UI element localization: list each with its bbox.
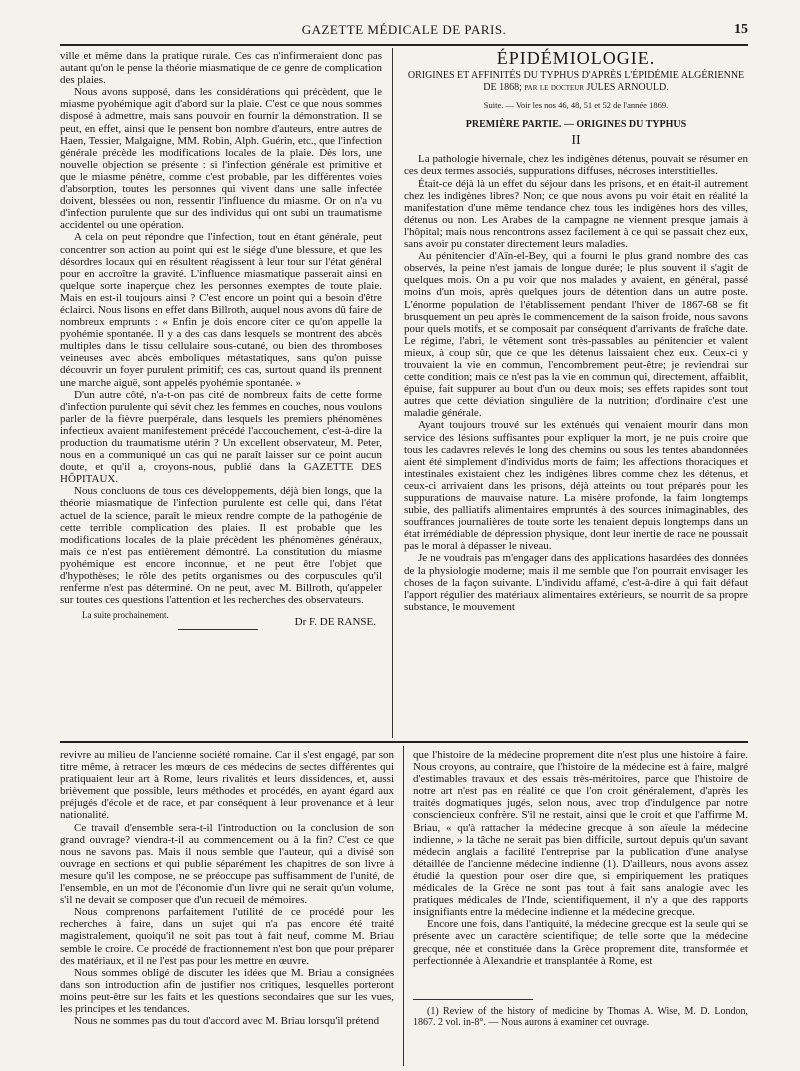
paragraph: Ce travail d'ensemble sera-t-il l'introduction ou la conclusion de son grand ouvrage? viendra-t-il au commencement ou à la fin? C'est ce que nous ne savons pas. Mais il nous semble que l'auteur, qui a divisé son ouvrage en sections et qui publie séparément les chapitres de son livre à mesure qu'il les compose, ne se préoccupe pas suffisamment de l'unité, de l'ensemble, en un mot de l'économie d'un livre qui ne serait qu'un volume, s'il ne devait se composer que d'un recueil de mémoires. [60,821,394,907]
page-header [60,22,748,42]
paragraph: Je ne voudrais pas m'engager dans des applications hasardées des données de la physiologie moderne; mais il me semble que l'on pourrait envisager les choses de la façon suivante. L'individu affamé, c'est-à-dire à qui fait défaut l'apport régulier des matériaux alimentaires extérieurs, se nourrit de sa propre substance, le mouvement [404,552,748,613]
paragraph: Au pénitencier d'Aïn-el-Bey, qui a fourni le plus grand nombre des cas observés, la peine n'est jamais de longue durée; le plus souvent il s'agit de quelques mois. On a pu voir que nos malades y avaient, en général, passé moins d'un mois, après quelques jours de détention dans un autre poste. L'énorme population de l'établissement pendant l'hiver de 1867-68 se fit brusquement un peu après le commencement de la saison froide, nous savons pour quels motifs, et se composait par conséquent d'arrivants de fraîche date. Le régime, l'abri, le vêtement sont très-passables au pénitencier et valent mieux, à coup sûr, que ce que les détenus laissaient chez eux. Ceux-ci y trouvaient la vie en commun, l'encombrement peut-être; je reviendrai sur cette condition; mais ce n'est pas la vie en commun qui, directement, affaiblit, épuise, fait suppurer au bout d'un ou deux mois; ses effets rapides sont tout autres que cette déviation singulière de la nutrition; d'ordinaire c'est une maladie générale. [404,250,748,420]
footnote: (1) Review of the history of medicine by Thomas A. Wise, M. D. London, 1867. 2 vol. in-8°. — Nous aurons à examiner cet ouvrage. [413,1005,748,1028]
left-column [60,50,382,635]
part-title: PREMIÈRE PARTIE. — ORIGINES DU TYPHUS [465,119,687,131]
section-rule [60,741,748,743]
paragraph: Était-ce déjà là un effet du séjour dans les prisons, et en était-il autrement chez les indigènes libres? Non; ce que nous avons pu voir était en réalité la manifestation d'une même tendance chez tous les indigènes hors des villes, détenus ou non. Les Arabes de la campagne ne viennent presque jamais à l'hôpital; mais nous rencontrons assez facilement à ce qui se passait chez eux, sans avoir pu constater directement leurs maladies. [404,177,748,251]
section-title: ÉPIDÉMIOLOGIE. [496,48,656,68]
right-column [404,50,748,613]
paragraph: ville et même dans la pratique rurale. Ces cas n'infirmeraient donc pas autant qu'on le pense la théorie miasmatique de ce genre de complication des plaies. [60,50,382,87]
paragraph: A cela on peut répondre que l'infection, tout en étant générale, peut concentrer son action au point qui est le siége d'une blessure, et que les désordres locaux qui en résultent réagissent à leur tour sur l'état général pour en accroître la gravité. L'influence miasmatique passerait ainsi en quelque sorte inaperçue chez les personnes exemptes de toute plaie. Mais en est-il toujours ainsi ? C'est encore un point qui a besoin d'être éclairci. Nous lisons en effet dans Billroth, auquel nous avons dû faire de nombreux emprunts : « Enfin je dois encore citer ce qu'on appelle la pyohémie spontanée. Il y a des cas dans lesquels se montrent des abcès multiples dans le tissu cellulaire sous-cutané, ou bien des thromboses veineuses avec abcès emboliques métastatiques, sans qu'on puisse découvrir un foyer purulent primitif; ces cas, surtout quand ils prennent une marche aiguë, sont appelés pyohémie spontanée. » [60,231,382,389]
paragraph: revivre au milieu de l'ancienne société romaine. Car il s'est engagé, par son titre même, à retracer les mœurs de ces médecins de sectes différentes qui pratiquaient leur art à Rome, leurs rivalités et leurs dissidences, et, aussi brièvement que possible, leurs méthodes et procédés, en ayant égard aux préjugés d'école et de race, et par conséquent à leur provenance et à leur nationalité. [60,749,394,822]
paragraph: Nous concluons de tous ces développements, déjà bien longs, que la théorie miasmatique de l'infection purulente est celle qui, dans l'état actuel de la science, paraît le mieux rendre compte de la pathogénie de cette terrible complication des plaies. Il est probable que les modifications locales de la plaie précèdent les phénomènes généraux, mais ce n'est pas entièrement démontré. La constitution du miasme pyohémique est encore inconnue, et ne peut être l'objet que d'hypothèses; le rôle des petits organismes ou des corpuscules qu'il renferme n'est pas déterminé. On ne peut, avec M. Billroth, qu'appeler sur toutes ces questions l'attention et les recherches des observateurs. [60,485,382,607]
bottom-left-column [60,749,394,1027]
journal-title: GAZETTE MÉDICALE DE PARIS. [301,22,507,37]
column-divider-top [392,48,393,738]
author-signature: Dr F. DE RANSE. [294,616,376,629]
paragraph: Nous ne sommes pas du tout d'accord avec M. Briau lorsqu'il prétend [74,1015,380,1028]
page-number: 15 [734,22,748,37]
paragraph: Nous avons supposé, dans les considérations qui précèdent, que le miasme pyohémique agit d'abord sur la plaie. C'est ce que nous sommes disposé à admettre, mais sans pouvoir en fournir la démonstration. Il se peut, en effet, ainsi que le pensent bon nombre d'auteurs, entre autres de Haen, Tessier, Malgaigne, MM. Robin, Alph. Guérin, etc., que l'infection générale précède les modifications locales de la plaie. Dès lors, une nouvelle objection se présente : si l'infection générale est primitive et que le miasme pénètre, comme c'est probable, par les différentes voies d'absorption, toutes les personnes qui vivent dans une salle infectée doivent, blessées ou non, ressentir l'influence du miasme. Or on n'a vu d'infection purulente que sur des individus qui ont subi un traumatisme accidentel ou une opération. [60,86,382,232]
column-divider-bottom [403,746,404,1066]
paragraph: Nous sommes obligé de discuter les idées que M. Briau a consignées dans son introduction afin de justifier nos critiques, lesquelles porteront moins peut-être sur les faits et les questions secondaires que sur les vues, les principes et les tendances. [60,966,394,1015]
paragraph: Ayant toujours trouvé sur les exténués qui venaient mourir dans mon service des lésions suffisantes pour expliquer la mort, je ne puis croire que tous les cadavres relevés le long des chemins ou sous les tentes abandonnées aient été simplement d'individus morts de faim; les affections thoraciques et intestinales existaient chez les indigènes libres comme chez les détenus, et ceux-ci arrivaient dans les prisons, déjà atteints ou tout préparés pour les suppurations de mauvaise nature. La misère profonde, la faim longtemps subie, des palliatifs alimentaires empruntés à des sources inimaginables, des souffrances journalières de toute sorte les tenaient depuis longtemps dans un état irrémédiable de dépression physique, dont leur inertie de race ne poussait pas le moral à dépasser le niveau. [404,419,748,553]
continued-note: La suite prochainement. [82,610,169,621]
signature-rule [178,629,258,630]
paragraph: Encore une fois, dans l'antiquité, la médecine grecque est la seule qui se présente avec un caractère scientifique; de telle sorte que la médecine grecque, née et constituée dans la Grèce proprement dite, transformée et perfectionnée à Alexandrie et transplantée à Rome, est [413,918,748,967]
continuation-reference: Suite. — Voir les nos 46, 48, 51 et 52 de l'année 1869. [483,100,669,111]
paragraph: D'un autre côté, n'a-t-on pas cité de nombreux faits de cette forme d'infection purulente qui sévit chez les femmes en couches, nous voulons parler de la fièvre puerpérale, dans lesquels les premiers phénomènes infectieux avaient manifestement précédé l'accouchement, c'est-à-dire la production du traumatisme utérin ? Un excellent observateur, M. Peter, nous en a communiqué un cas qui ne paraît laisser sur ce point aucun doute, et qu'il a, croyons-nous, publié dans la GAZETTE DES HÔPITAUX. [60,388,382,486]
header-rule [60,44,748,46]
article-subtitle: ORIGINES ET AFFINITÉS DU TYPHUS D'APRÈS L'ÉPIDÉMIE ALGÉRIENNE DE 1868; par le docteur JULES ARNOULD. [407,70,745,94]
part-number: II [571,133,581,149]
paragraph: La pathologie hivernale, chez les indigènes détenus, pouvait se résumer en ces deux termes associés, suppurations diffuses, nécroses interstitielles. [404,153,748,178]
footnote-rule [413,999,533,1000]
paragraph: Nous comprenons parfaitement l'utilité de ce procédé pour les recherches à faire, dans un sujet qui n'a pas encore été traité magistralement, quoiqu'il ne soit pas tout à fait neuf, comme M. Briau semble le croire. Ce procédé de fractionnement n'est bon que pour préparer des matériaux, et il ne l'est pas pour les mettre en œuvre. [60,906,394,967]
article-signature-block [60,609,382,635]
bottom-right-column [413,749,748,1028]
paragraph: que l'histoire de la médecine proprement dite n'est plus une histoire à faire. Nous croyons, au contraire, que l'histoire de la médecine est à faire, malgré d'estimables travaux et des essais très-méritoires, parce que l'histoire de notre art n'est pas en réalité ce que l'on croit généralement, d'après les traités dogmatiques jugés, selon nous, avec trop d'indulgence par notre consciencieux confrère. S'il ne restait, ainsi que le croit et que l'affirme M. Briau, « qu'à rattacher la médecine grecque à son aïeule la médecine indienne, » la tâche ne serait pas bien difficile, surtout depuis qu'un savant médecin anglais a facilité l'entreprise par la publication d'une analyse détaillée de l'ancienne médecine indienne (1). D'ailleurs, nous avons assez étudié la question pour oser dire que, si empiriquement les pratiques médicales de la Grèce ne sont pas tout à fait sans analogie avec les pratiques médicales de l'Inde, scientifiquement, il n'y a que des rapports insignifiants entre la médecine indienne et la médecine grecque. [413,749,748,919]
